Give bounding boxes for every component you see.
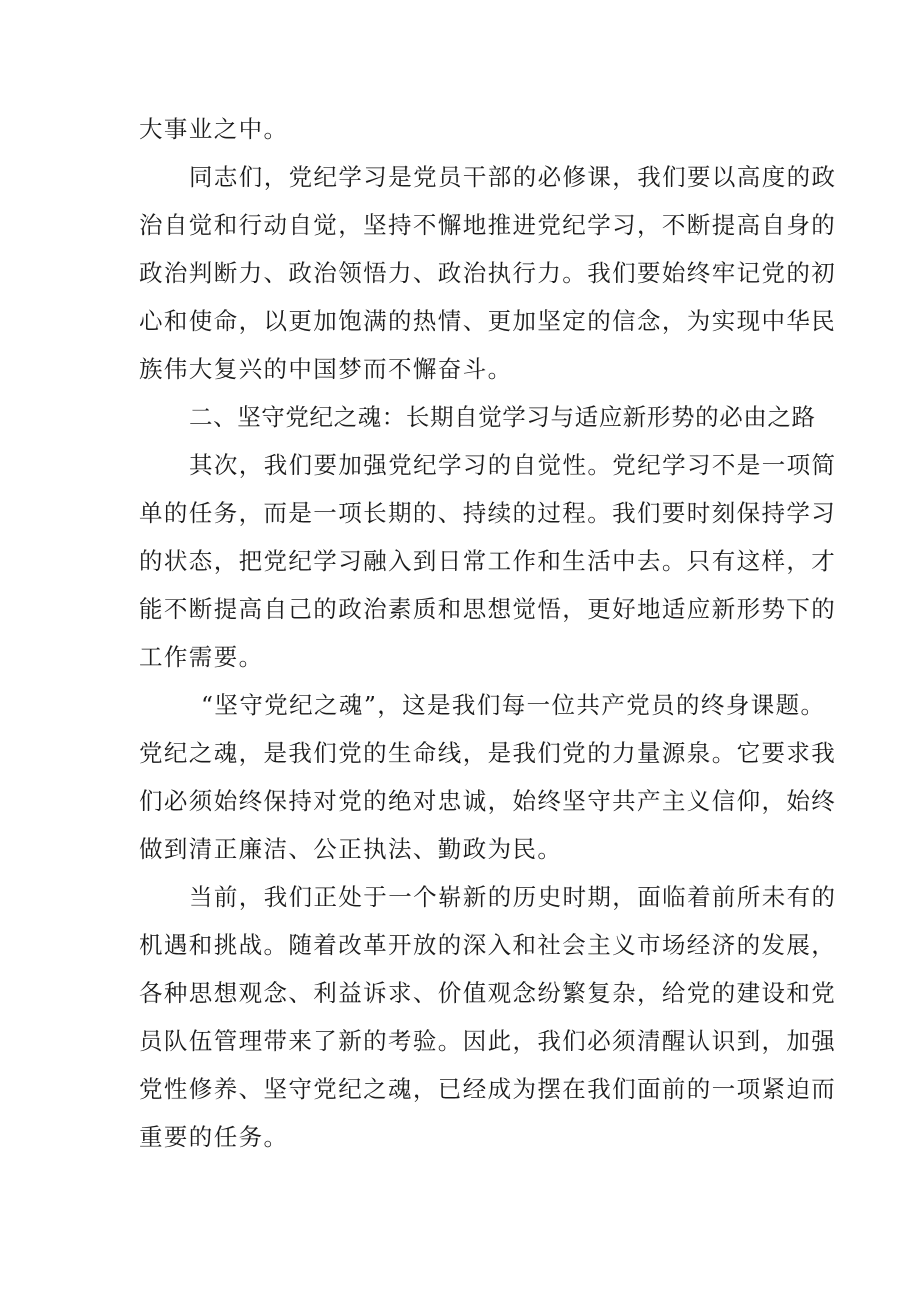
section-heading-text: 二、坚守党纪之魂：长期自觉学习与适应新形势的必由之路 <box>189 403 816 431</box>
text-line: 机遇和挑战。随着改革开放的深入和社会主义市场经济的发展， <box>139 931 837 959</box>
text-line: 员队伍管理带来了新的考验。因此，我们必须清醒认识到，加强 <box>139 1027 837 1055</box>
text-line: 单的任务，而是一项长期的、持续的过程。我们要时刻保持学习 <box>139 499 837 527</box>
section-heading <box>139 393 816 441</box>
text-line: 工作需要。 <box>139 643 264 671</box>
text-line: 重要的任务。 <box>139 1123 289 1151</box>
text-line: 政治判断力、政治领悟力、政治执行力。我们要始终牢记党的初 <box>139 259 837 287</box>
text-line: 族伟大复兴的中国梦而不懈奋斗。 <box>139 355 513 383</box>
paragraph-current-era <box>139 873 837 1161</box>
text-line: 党性修养、坚守党纪之魂，已经成为摆在我们面前的一项紧迫而 <box>139 1075 837 1103</box>
paragraph-comrades <box>139 153 837 393</box>
text-line: 的状态，把党纪学习融入到日常工作和生活中去。只有这样，才 <box>139 547 837 575</box>
document-body <box>139 105 837 1161</box>
text-line: 治自觉和行动自觉，坚持不懈地推进党纪学习，不断提高自身的 <box>139 211 837 239</box>
text-line: 们必须始终保持对党的绝对忠诚，始终坚守共产主义信仰，始终 <box>139 787 837 815</box>
paragraph-self-awareness <box>139 441 837 681</box>
text-line: 能不断提高自己的政治素质和思想觉悟，更好地适应新形势下的 <box>139 595 837 623</box>
text-line: 大事业之中。 <box>139 115 289 143</box>
text-line: 同志们，党纪学习是党员干部的必修课，我们要以高度的政 <box>189 163 837 191</box>
text-line: “坚守党纪之魂”，这是我们每一位共产党员的终身课题。 <box>201 691 826 719</box>
paragraph-continuation <box>139 105 799 153</box>
text-line: 各种思想观念、利益诉求、价值观念纷繁复杂，给党的建设和党 <box>139 979 837 1007</box>
text-line: 其次，我们要加强党纪学习的自觉性。党纪学习不是一项简 <box>189 451 837 479</box>
text-line: 当前，我们正处于一个崭新的历史时期，面临着前所未有的 <box>189 883 837 911</box>
text-line: 党纪之魂，是我们党的生命线，是我们党的力量源泉。它要求我 <box>139 739 837 767</box>
text-line: 心和使命，以更加饱满的热情、更加坚定的信念，为实现中华民 <box>139 307 837 335</box>
text-line: 做到清正廉洁、公正执法、勤政为民。 <box>139 835 563 863</box>
paragraph-party-soul <box>139 681 837 873</box>
